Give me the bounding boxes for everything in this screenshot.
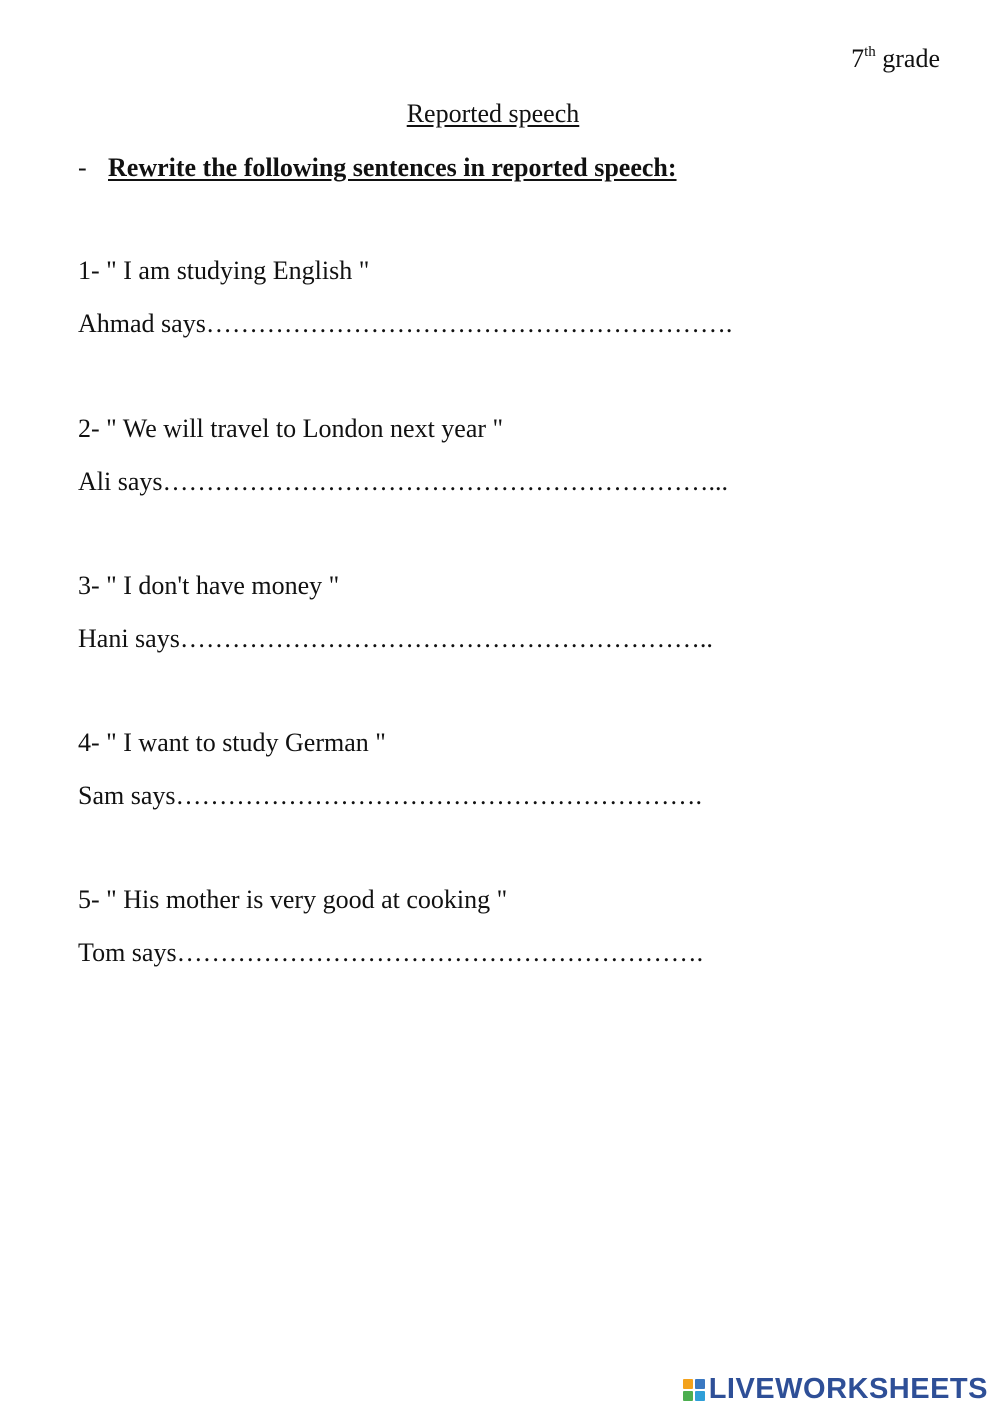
liveworksheets-logo xyxy=(683,1373,988,1406)
grade-word: grade xyxy=(882,44,940,73)
logo-square xyxy=(695,1379,705,1389)
question-3-prompt: 3- " I don't have money " xyxy=(78,571,340,600)
instruction-text: Rewrite the following sentences in reported speech: xyxy=(108,153,677,182)
question-2-answer-line[interactable]: Ali says………………………………………………………... xyxy=(78,467,728,496)
question-4-answer-line[interactable]: Sam says……………………………………………………. xyxy=(78,781,702,810)
logo-square xyxy=(683,1391,693,1401)
question-3-answer-line[interactable]: Hani says…………………………………………………….. xyxy=(78,624,713,653)
logo-text: LIVEWORKSHEETS xyxy=(708,1373,988,1405)
logo-square xyxy=(683,1379,693,1389)
question-2-prompt: 2- " We will travel to London next year " xyxy=(78,414,504,443)
instruction xyxy=(78,153,677,183)
instruction-bullet: - xyxy=(78,153,87,182)
question-1-answer-line[interactable]: Ahmad says……………………………………………………. xyxy=(78,309,733,338)
question-5-answer-line[interactable]: Tom says……………………………………………………. xyxy=(78,938,704,967)
grade-suffix: th xyxy=(864,44,876,60)
logo-square xyxy=(695,1391,705,1401)
grade-label xyxy=(851,44,940,74)
logo-grid-icon xyxy=(683,1379,705,1401)
question-1-prompt: 1- " I am studying English " xyxy=(78,256,370,285)
question-4-prompt: 4- " I want to study German " xyxy=(78,728,386,757)
worksheet-title: Reported speech xyxy=(406,99,580,128)
question-5-prompt: 5- " His mother is very good at cooking " xyxy=(78,885,508,914)
grade-number: 7 xyxy=(851,44,865,73)
